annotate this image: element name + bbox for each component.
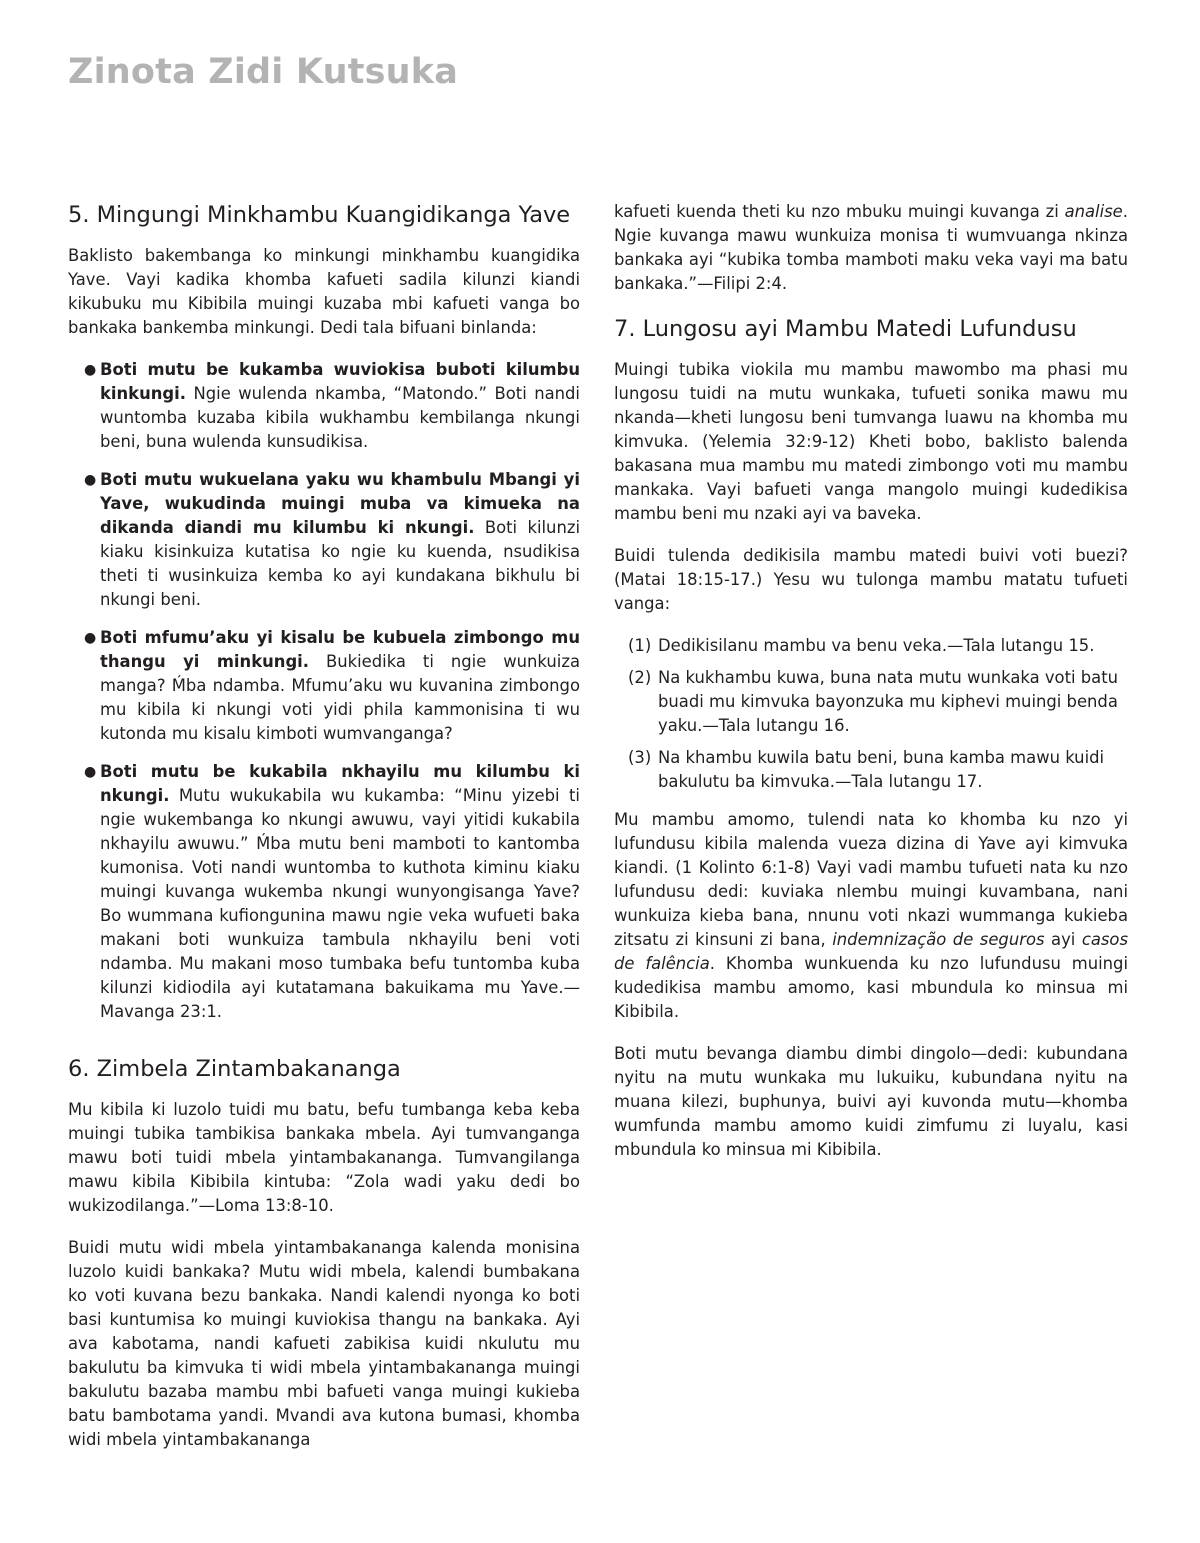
p3-text-b: ayi bbox=[1044, 930, 1082, 949]
page-header-title: Zinota Zidi Kutsuka bbox=[68, 52, 459, 92]
bullet-text: Ngie wulenda nkamba, “Matondo.” Boti nandi wuntomba kuzaba kibila wukhambu kembilanga nkungi beni, buna wulenda kunsudikisa. bbox=[100, 384, 580, 451]
section-5-intro: Baklisto bakembanga ko minkungi minkhambu kuangidika Yave. Vayi kadika khomba kafueti sadila kilunzi kiandi kikubuku mu Kibibila muingi kuzaba mbi kafueti vanga bo bankaka bankemba minkungi. Dedi tala bifuani binlanda: bbox=[68, 246, 580, 337]
bullet-bold-text: Boti mutu be kukamba wuviokisa buboti kilumbu kinkungi. bbox=[100, 360, 580, 403]
section-7-paragraph-1: Muingi tubika viokila mu mambu mawombo ma phasi mu lungosu tuidi na mutu wunkaka, tufueti sonika mawu mu nkanda—kheti lungosu beni tumvanga luawu na khomba mu kimvuka. (Yelemia 32:9-12) Kheti bobo, baklisto balenda bakasana mua mambu mu matedi zimbongo voti mu mambu mankaka. Vayi bafueti vanga mangolo muingi kudedikisa mambu beni mu nzaki ayi va baveka. bbox=[614, 360, 1128, 523]
step-number: (3) bbox=[628, 748, 652, 767]
section-5-heading: 5. Mingungi Minkhambu Kuangidikanga Yave bbox=[68, 202, 571, 228]
step-item bbox=[628, 666, 1128, 738]
section-7-paragraph-4: Boti mutu bevanga diambu dimbi dingolo—dedi: kubundana nyitu na mutu wunkaka mu lukuiku, kubundana nyitu na muana kilezi, buphunya, buivi ayi kuvonda mutu—khomba wumfunda mambu amomo kuidi zimfumu zi luyalu, kasi mbundula ko minsua mi Kibibila. bbox=[614, 1044, 1128, 1159]
step-number: (1) bbox=[628, 636, 652, 655]
section-7-heading: 7. Lungosu ayi Mambu Matedi Lufundusu bbox=[614, 316, 1077, 342]
step-item bbox=[628, 746, 1128, 794]
bullet-bold-text: Boti mutu be kukabila nkhayilu mu kilumbu ki nkungi. bbox=[100, 762, 580, 805]
section-6-heading: 6. Zimbela Zintambakananga bbox=[68, 1056, 401, 1082]
continuation-text-b: . Ngie kuvanga mawu wunkuiza monisa ti wumvuanga nkinza bankaka ayi “kubika tomba mamboti maku veka vayi ma batu bankaka.”—Filipi 2:4. bbox=[614, 202, 1128, 293]
section-6-paragraph-2: Buidi mutu widi mbela yintambakananga kalenda monisina luzolo kuidi bankaka? Mutu widi mbela, kalendi bumbakana ko voti kuvana bezu bankaka. Nandi kalendi nyonga ko boti basi kuntumisa ko muingi kuviokisa thangu na bankaka. Ayi ava kabotama, nandi kafueti zabikisa kuidi nkulutu mu bakulutu ba kimvuka ti widi mbela yintambakananga muingi bakulutu bazaba mambu mbi bafueti vanga muingi kukieba batu bambotama yandi. Mvandi ava kutona bumasi, khomba widi mbela yintambakananga bbox=[68, 1238, 580, 1449]
bullet-bold-text: Boti mfumu’aku yi kisalu be kubuela zimbongo mu thangu yi minkungi. bbox=[100, 628, 580, 671]
step-text: Na khambu kuwila batu beni, buna kamba mawu kuidi bakulutu ba kimvuka.—Tala lutangu 17. bbox=[658, 748, 1105, 791]
section-6-paragraph-1: Mu kibila ki luzolo tuidi mu batu, befu tumbanga keba keba muingi tubika tambikisa bankaka mbela. Ayi tumvanganga mawu boti tuidi mbela yintambakananga. Tumvangilanga mawu kibila Kibibila kintuba: “Zola wadi yaku dedi bo wukizodilanga.”—Loma 13:8-10. bbox=[68, 1100, 580, 1215]
bullet-text: Bukiedika ti ngie wunkuiza manga? Ḿba ndamba. Mfumu’aku wu kuvanina zimbongo mu kibila ki nkungi voti yidi phila kammonisina ti wu kutonda mu kisalu kimboti wumvanganga? bbox=[100, 652, 580, 743]
bullet-item bbox=[84, 468, 580, 612]
p3-text-c: . Khomba wunkuenda ku nzo lufundusu muingi kudedikisa mambu amomo, kasi mbundula ko minsua mi Kibibila. bbox=[614, 954, 1129, 1021]
continuation-text-a: kafueti kuenda theti ku nzo mbuku muingi kuvanga zi bbox=[614, 202, 1065, 221]
p3-italic-1: indemnização de seguros bbox=[832, 930, 1045, 949]
section-7-paragraph-2: Buidi tulenda dedikisila mambu matedi buivi voti buezi? (Matai 18:15-17.) Yesu wu tulonga mambu matatu tufueti vanga: bbox=[614, 546, 1128, 613]
bullet-dot-icon: ● bbox=[84, 630, 97, 646]
bullet-dot-icon: ● bbox=[84, 472, 97, 488]
p3-text-a: Mu mambu amomo, tulendi nata ko khomba ku nzo yi lufundusu kibila malenda vueza dizina di Yave ayi kimvuka kiandi. (1 Kolinto 6:1-8) Vayi vadi mambu tufueti nata ku nzo lufundusu dedi: kuviaka nlembu muingi kuvambana, nani wunkuiza kieba bana, nnunu voti nkazi wummanga kukieba zitsatu zi kinsuni zi bana, bbox=[614, 810, 1128, 949]
left-column bbox=[68, 200, 580, 1470]
step-text: Dedikisilanu mambu va benu veka.—Tala lutangu 15. bbox=[658, 636, 1095, 655]
bullet-dot-icon: ● bbox=[84, 764, 97, 780]
bullet-text: Boti kilunzi kiaku kisinkuiza kutatisa ko ngie ku kuenda, nsudikisa theti ti wusinkuiza kemba ko ayi kundakana bikhulu bi nkungi beni. bbox=[100, 518, 580, 609]
bullet-item bbox=[84, 626, 580, 746]
continuation-paragraph bbox=[614, 200, 1128, 296]
bullet-text: Mutu wukukabila wu kukamba: “Minu yizebi ti ngie wukembanga ko nkungi awuwu, vayi yitidi kukabila nkhayilu awuwu.” Ḿba mutu beni mamboti to kantomba kumonisa. Voti nandi wuntomba to kuthota kiminu kiaku muingi kuvanga wukemba nkungi wunyongisanga Yave? Bo wummana kufiongunina mawu ngie veka wufueti baka makani boti wunkuiza tambula nkhayilu beni voti ndamba. Mu makani moso tumbaka befu tuntomba kuba kilunzi kidiodila ayi kutatamana bakuikama mu Yave.—Mavanga 23:1. bbox=[100, 786, 580, 1021]
section-7-steps-list bbox=[614, 634, 1128, 794]
step-number: (2) bbox=[628, 668, 652, 687]
bullet-item bbox=[84, 760, 580, 1024]
bullet-dot-icon: ● bbox=[84, 362, 97, 378]
bullet-item bbox=[84, 358, 580, 454]
step-text: Na kukhambu kuwa, buna nata mutu wunkaka voti batu buadi mu kimvuka bayonzuka mu kiphevi muingi benda yaku.—Tala lutangu 16. bbox=[658, 668, 1119, 735]
p3-italic-2: casos de falência bbox=[614, 930, 1128, 973]
right-column bbox=[614, 200, 1128, 1180]
section-7-paragraph-3 bbox=[614, 808, 1128, 1024]
continuation-italic: analise bbox=[1064, 202, 1123, 221]
section-5-bullet-list bbox=[68, 358, 580, 1024]
bullet-bold-text: Boti mutu wukuelana yaku wu khambulu Mbangi yi Yave, wukudinda muingi muba va kimueka na dikanda diandi mu kilumbu ki nkungi. bbox=[100, 470, 580, 537]
step-item bbox=[628, 634, 1128, 658]
